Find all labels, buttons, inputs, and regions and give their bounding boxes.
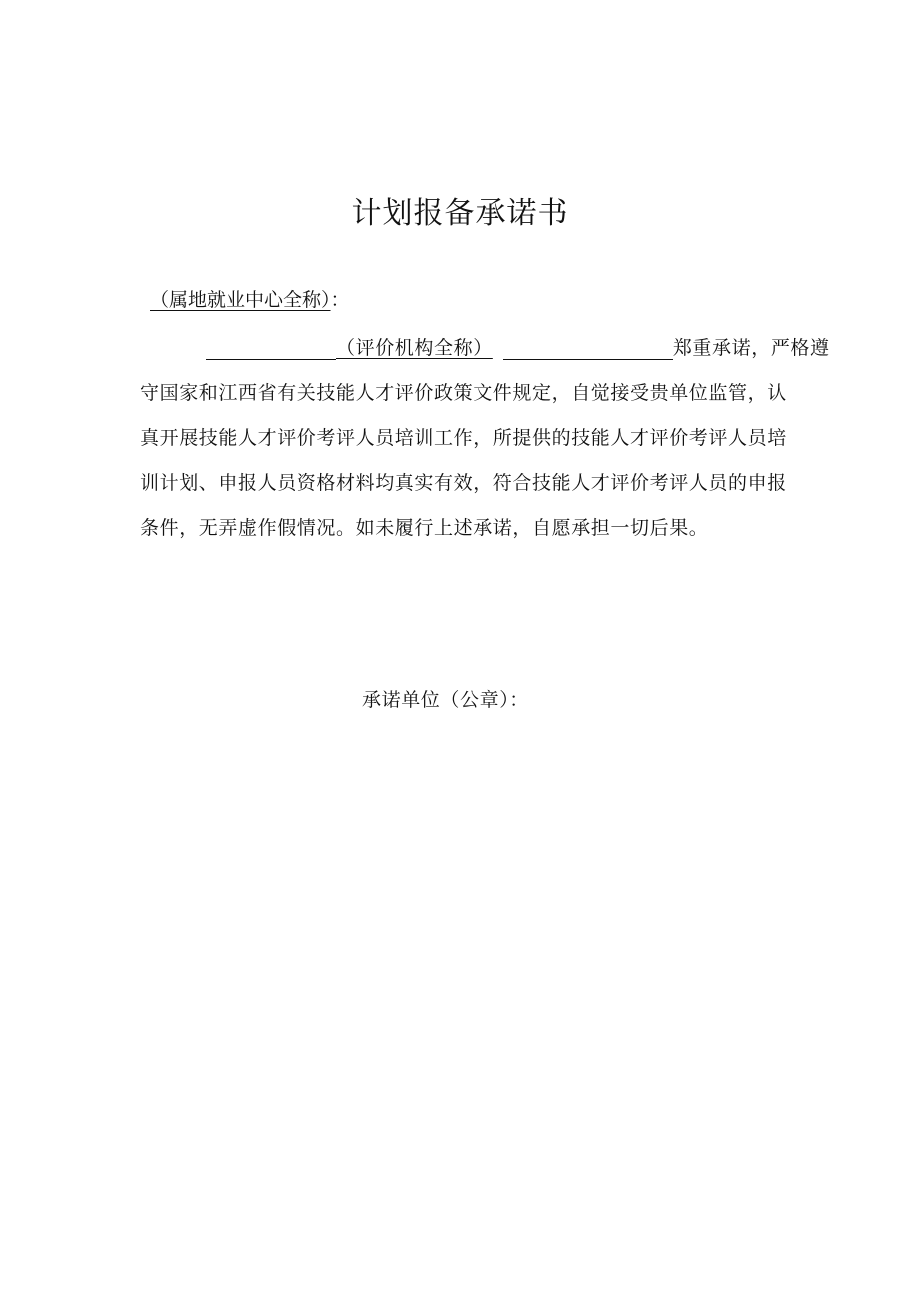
body-line-3: 真开展技能人才评价考评人员培训工作，所提供的技能人才评价考评人员培 [140,427,787,449]
addressee-placeholder: （属地就业中心全称） [150,289,331,311]
blank-underline-left [206,335,336,360]
seal-label: 承诺单位（公章）： [362,689,529,711]
body-line-4: 训计划、申报人员资格材料均真实有效，符合技能人才评价考评人员的申报 [140,472,787,494]
blank-underline-right [503,335,673,360]
commitment-body [140,326,860,551]
salutation [150,287,350,313]
document-title: 计划报备承诺书 [351,196,569,231]
salutation-colon: ： [330,289,350,311]
body-line-1 [140,326,860,371]
body-line-5: 条件，无弄虚作假情况。如未履行上述承诺，自愿承担一切后果。 [140,517,709,539]
body-line-1-tail: 郑重承诺，严格遵 [672,337,830,359]
org-name-placeholder: （评价机构全称） [336,337,493,359]
body-line-2: 守国家和江西省有关技能人才评价政策文件规定，自觉接受贵单位监管，认 [140,382,787,404]
